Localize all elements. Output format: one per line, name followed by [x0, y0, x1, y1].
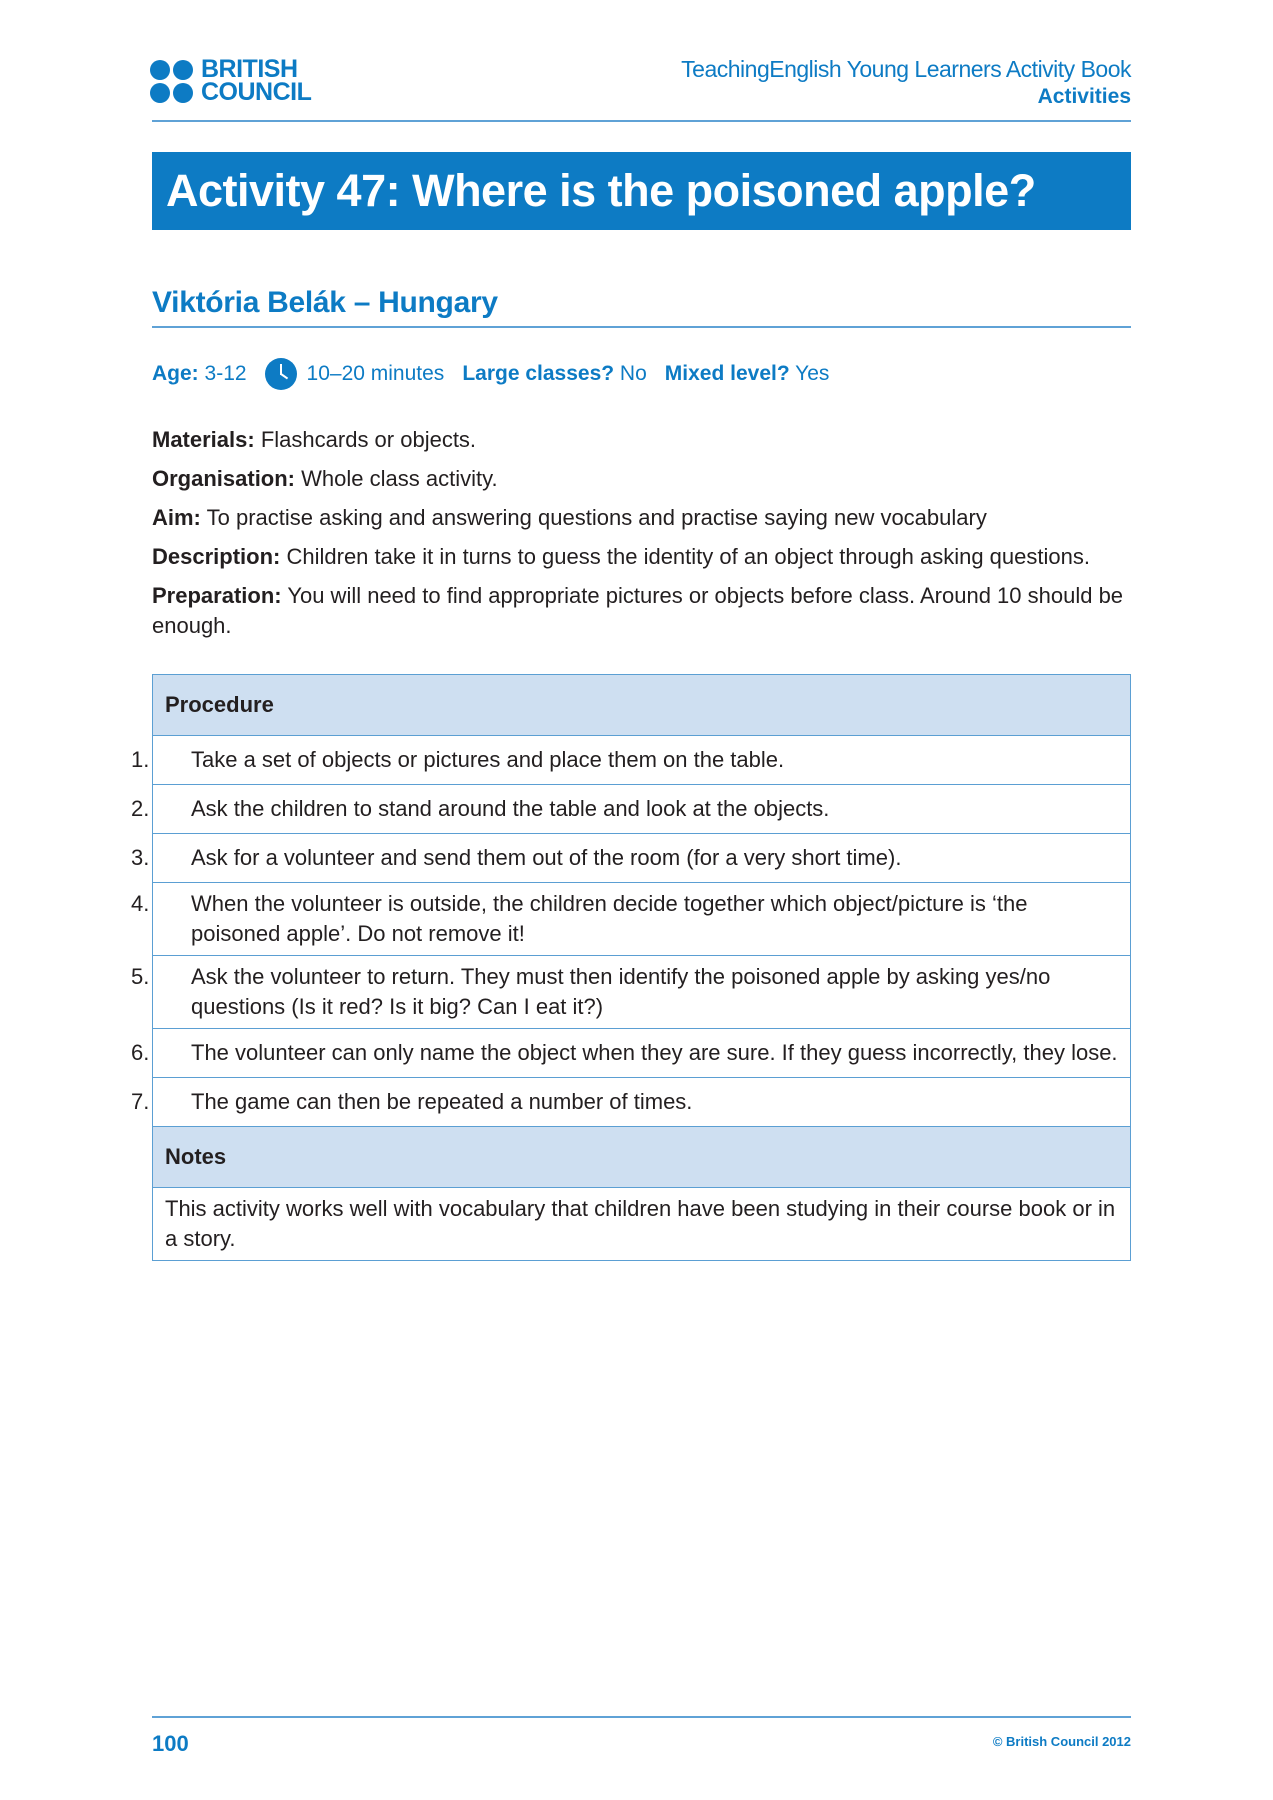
notes-text: This activity works well with vocabulary that children have been studying in their course book or in a story. — [153, 1188, 1131, 1261]
info-label: Materials: — [152, 427, 255, 452]
author-divider — [152, 326, 1131, 328]
step-number: 4. — [131, 891, 150, 916]
step-number: 6. — [131, 1040, 150, 1065]
step-number: 2. — [131, 796, 150, 821]
notes-heading: Notes — [153, 1127, 1131, 1188]
header-divider — [152, 120, 1131, 122]
clock-icon — [265, 358, 297, 390]
step-text: When the volunteer is outside, the children decide together which object/picture is ‘the poisoned apple’. Do not remove it! — [191, 891, 1028, 946]
logo-line2: COUNCIL — [201, 78, 312, 106]
info-text: Children take it in turns to guess the identity of an object through asking questions. — [286, 544, 1090, 569]
table-row — [131, 1029, 1131, 1078]
mixed-level-label: Mixed level? — [664, 362, 790, 385]
step-text: Ask for a volunteer and send them out of the room (for a very short time). — [191, 845, 902, 870]
logo-dots-icon — [150, 60, 193, 103]
book-title: TeachingEnglish Young Learners Activity Book — [681, 56, 1131, 82]
table-row — [131, 736, 1131, 785]
info-label: Preparation: — [152, 583, 282, 608]
info-materials — [152, 425, 1137, 455]
step-number: 3. — [131, 845, 150, 870]
info-text: Whole class activity. — [301, 466, 498, 491]
duration: 10–20 minutes — [306, 362, 445, 385]
step-text: Ask the children to stand around the table and look at the objects. — [191, 796, 830, 821]
page-title: Activity 47: Where is the poisoned apple? — [152, 152, 1131, 230]
info-aim — [152, 503, 1137, 533]
logo-line1: BRITISH — [201, 55, 298, 83]
info-description — [152, 542, 1137, 572]
table-row — [131, 1078, 1131, 1127]
large-classes-value: No — [619, 362, 647, 385]
step-number: 1. — [131, 747, 150, 772]
info-preparation — [152, 581, 1137, 641]
running-header — [681, 56, 1131, 109]
step-text: Take a set of objects or pictures and place them on the table. — [191, 747, 785, 772]
age-label: Age: — [152, 362, 199, 385]
step-number: 5. — [131, 964, 150, 989]
step-text: The game can then be repeated a number of times. — [191, 1089, 693, 1114]
author: Viktória Belák – Hungary — [152, 286, 498, 319]
table-row — [131, 883, 1131, 956]
large-classes-label: Large classes? — [462, 362, 615, 385]
table-row — [131, 785, 1131, 834]
step-text: Ask the volunteer to return. They must then identify the poisoned apple by asking yes/no questions (Is it red? Is it big? Can I eat it?) — [191, 964, 1051, 1019]
info-text: Flashcards or objects. — [260, 427, 477, 452]
section-name: Activities — [1037, 85, 1131, 108]
procedure-table — [131, 674, 1131, 1261]
activity-info — [152, 425, 1137, 650]
british-council-logo — [150, 55, 312, 106]
footer-divider — [152, 1716, 1131, 1718]
info-text: To practise asking and answering questions and practise saying new vocabulary — [206, 505, 987, 530]
table-row — [131, 956, 1131, 1029]
mixed-level-value: Yes — [795, 362, 830, 385]
step-number: 7. — [131, 1089, 150, 1114]
info-label: Description: — [152, 544, 281, 569]
copyright: © British Council 2012 — [992, 1734, 1131, 1749]
info-text: You will need to find appropriate pictures or objects before class. Around 10 should be enough. — [152, 583, 1124, 638]
age-value: 3-12 — [204, 362, 247, 385]
table-row — [131, 834, 1131, 883]
info-label: Aim: — [152, 505, 201, 530]
step-text: The volunteer can only name the object when they are sure. If they guess incorrectly, they lose. — [191, 1040, 1118, 1065]
activity-meta — [152, 358, 829, 390]
page-number: 100 — [152, 1731, 189, 1756]
procedure-heading: Procedure — [153, 675, 1131, 736]
info-organisation — [152, 464, 1137, 494]
info-label: Organisation: — [152, 466, 296, 491]
